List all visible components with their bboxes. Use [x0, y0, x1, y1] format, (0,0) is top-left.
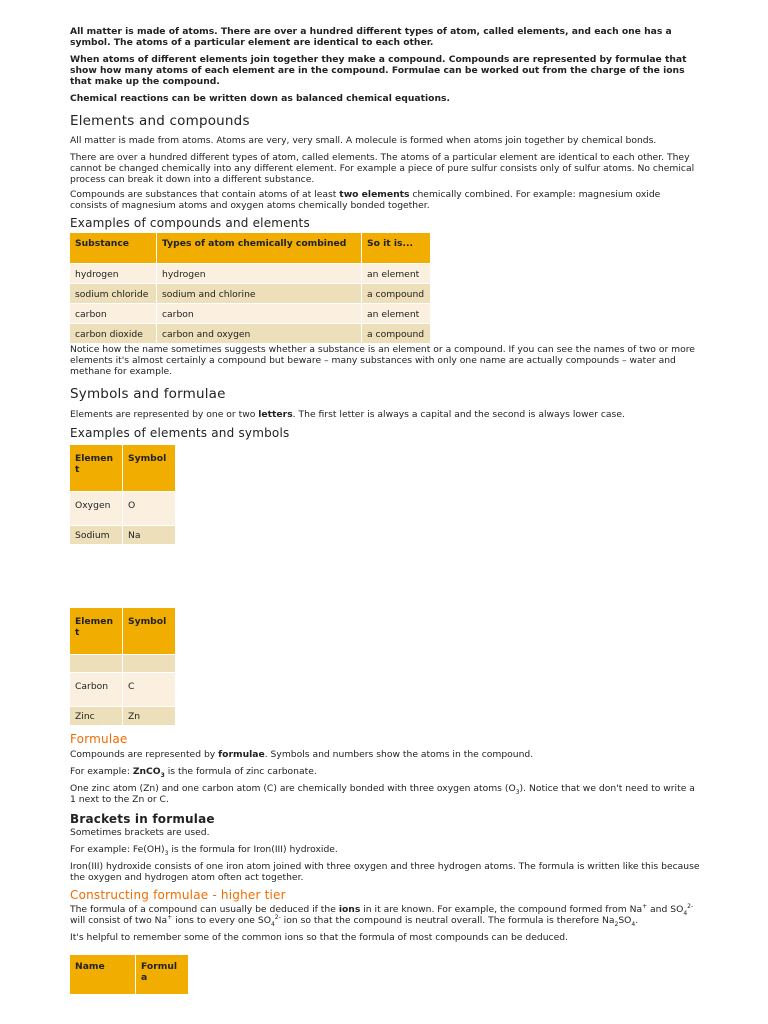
table-cell — [123, 655, 176, 673]
table-header-row — [70, 955, 189, 995]
table-cell: carbon dioxide — [70, 324, 157, 344]
table-cell: an element — [362, 264, 431, 284]
emphasis-formulae: formulae — [218, 749, 265, 760]
table-cell: hydrogen — [70, 264, 157, 284]
column-header-so-it-is: So it is... — [362, 233, 431, 264]
symbols-table-heading: Examples of elements and symbols — [70, 426, 290, 440]
brackets-paragraph-1: Sometimes brackets are used. — [70, 827, 210, 838]
symbols-heading: Symbols and formulae — [70, 386, 226, 402]
emphasis-ions: ions — [338, 904, 361, 915]
table-cell: a compound — [362, 324, 431, 344]
table-header-row — [70, 445, 176, 492]
table-row — [70, 673, 176, 707]
brackets-paragraph-3: Iron(III) hydroxide consists of one iron atom joined with three oxygen and three hydrogen atoms. The formula is written like this because the oxygen and hydrogen atom often act together. — [70, 861, 700, 883]
article — [70, 26, 700, 995]
table-cell: a compound — [362, 284, 431, 304]
intro-paragraph-1: All matter is made of atoms. There are over a hundred different types of atom, called elements, and each one has a symbol. The atoms of a particular element are identical to each other. — [70, 26, 672, 48]
formulae-heading: Formulae — [70, 732, 128, 746]
table-row — [70, 526, 176, 545]
common-ions-table — [70, 955, 189, 995]
table-cell: Zn — [123, 707, 176, 726]
table-cell: C — [123, 673, 176, 707]
table-row — [70, 304, 431, 324]
table-cell — [70, 655, 123, 673]
constructing-paragraph-1: The formula of a compound can usually be deduced if the ions in it are known. For example, the compound formed from Na+ and $SO_4^{2-}$ will consist of two Na+ ions to every one $SO_4^{2-}$ ion so that the compound is neutral overall. The formula is therefore $Na_2SO_4$. — [70, 902, 694, 928]
elements-paragraph-3: Compounds are substances that contain atoms of at least two elements chemically combined. For example: magnesium oxide consists of magnesium atoms and oxygen atoms chemically bonded together. — [70, 189, 661, 211]
constructing-paragraph-2: It's helpful to remember some of the common ions so that the formula of most compounds can be deduced. — [70, 932, 568, 943]
column-header-element: Element — [70, 608, 123, 655]
column-header-element: Element — [70, 445, 123, 492]
table-cell: carbon and oxygen — [157, 324, 362, 344]
elements-paragraph-2: There are over a hundred different types of atom, called elements. The atoms of a particular element are identical to each other. They cannot be changed chemically into any different element. For example a piece of pure sulfur consists only of sulfur atoms. No chemical process can break it down into a different substance. — [70, 152, 695, 185]
table-row — [70, 707, 176, 726]
formulae-paragraph-3: One zinc atom (Zn) and one carbon atom (C) are chemically bonded with three oxygen atoms $(O_3)$. Notice that we don't need to write a 1 next to the Zn or C. — [70, 783, 695, 805]
table-cell: hydrogen — [157, 264, 362, 284]
table-header-row — [70, 233, 431, 264]
table-row — [70, 264, 431, 284]
intro-paragraph-2: When atoms of different elements join together they make a compound. Compounds are represented by formulae that show how many atoms of each element are in the compound. Formulae can be worked out from the charge of the ions that make up the compound. — [70, 54, 687, 87]
brackets-heading: Brackets in formulae — [70, 812, 215, 826]
table-row — [70, 324, 431, 344]
column-header-symbol: Symbol — [123, 608, 176, 655]
intro-paragraph-3: Chemical reactions can be written down as balanced chemical equations. — [70, 93, 450, 104]
column-header-substance: Substance — [70, 233, 157, 264]
intro-summary — [70, 26, 700, 104]
table-cell: carbon — [70, 304, 157, 324]
elements-heading: Elements and compounds — [70, 113, 250, 129]
brackets-paragraph-2: For example: $Fe(OH)_3$ is the formula for Iron(III) hydroxide. — [70, 844, 338, 857]
formula-zinc-carbonate: ZnCO$_3$ — [132, 766, 165, 779]
table-cell: Na — [123, 526, 176, 545]
element-symbol-table-1 — [70, 445, 176, 545]
table-row — [70, 284, 431, 304]
column-header-types: Types of atom chemically combined — [157, 233, 362, 264]
formulae-paragraph-2: For example: ZnCO$_3$ is the formula of zinc carbonate. — [70, 766, 317, 779]
elements-paragraph-1: All matter is made from atoms. Atoms are very, very small. A molecule is formed when atoms join together by chemical bonds. — [70, 135, 657, 146]
table-cell: sodium chloride — [70, 284, 157, 304]
constructing-heading: Constructing formulae - higher tier — [70, 888, 286, 902]
emphasis-two-elements: two elements — [339, 189, 410, 200]
table-row — [70, 492, 176, 526]
table-cell: Sodium — [70, 526, 123, 545]
emphasis-letters: letters — [258, 409, 293, 420]
column-header-formula: Formula — [136, 955, 189, 995]
compounds-note: Notice how the name sometimes suggests whether a substance is an element or a compound. If you can see the names of two or more elements it's almost certainly a compound but beware – many substances with only one name are actually compounds – water and methane for example. — [70, 344, 695, 377]
formulae-paragraph-1: Compounds are represented by formulae. Symbols and numbers show the atoms in the compound. — [70, 749, 534, 760]
table-cell: Zinc — [70, 707, 123, 726]
symbols-paragraph: Elements are represented by one or two letters. The first letter is always a capital and the second is always lower case. — [70, 409, 625, 420]
table-row — [70, 655, 176, 673]
table-cell: carbon — [157, 304, 362, 324]
compounds-table — [70, 233, 431, 344]
compounds-table-heading: Examples of compounds and elements — [70, 216, 310, 230]
column-header-name: Name — [70, 955, 136, 995]
table-cell: an element — [362, 304, 431, 324]
element-symbol-table-2 — [70, 608, 176, 726]
table-cell: Carbon — [70, 673, 123, 707]
table-cell: Oxygen — [70, 492, 123, 526]
column-header-symbol: Symbol — [123, 445, 176, 492]
table-cell: O — [123, 492, 176, 526]
table-header-row — [70, 608, 176, 655]
table-cell: sodium and chlorine — [157, 284, 362, 304]
